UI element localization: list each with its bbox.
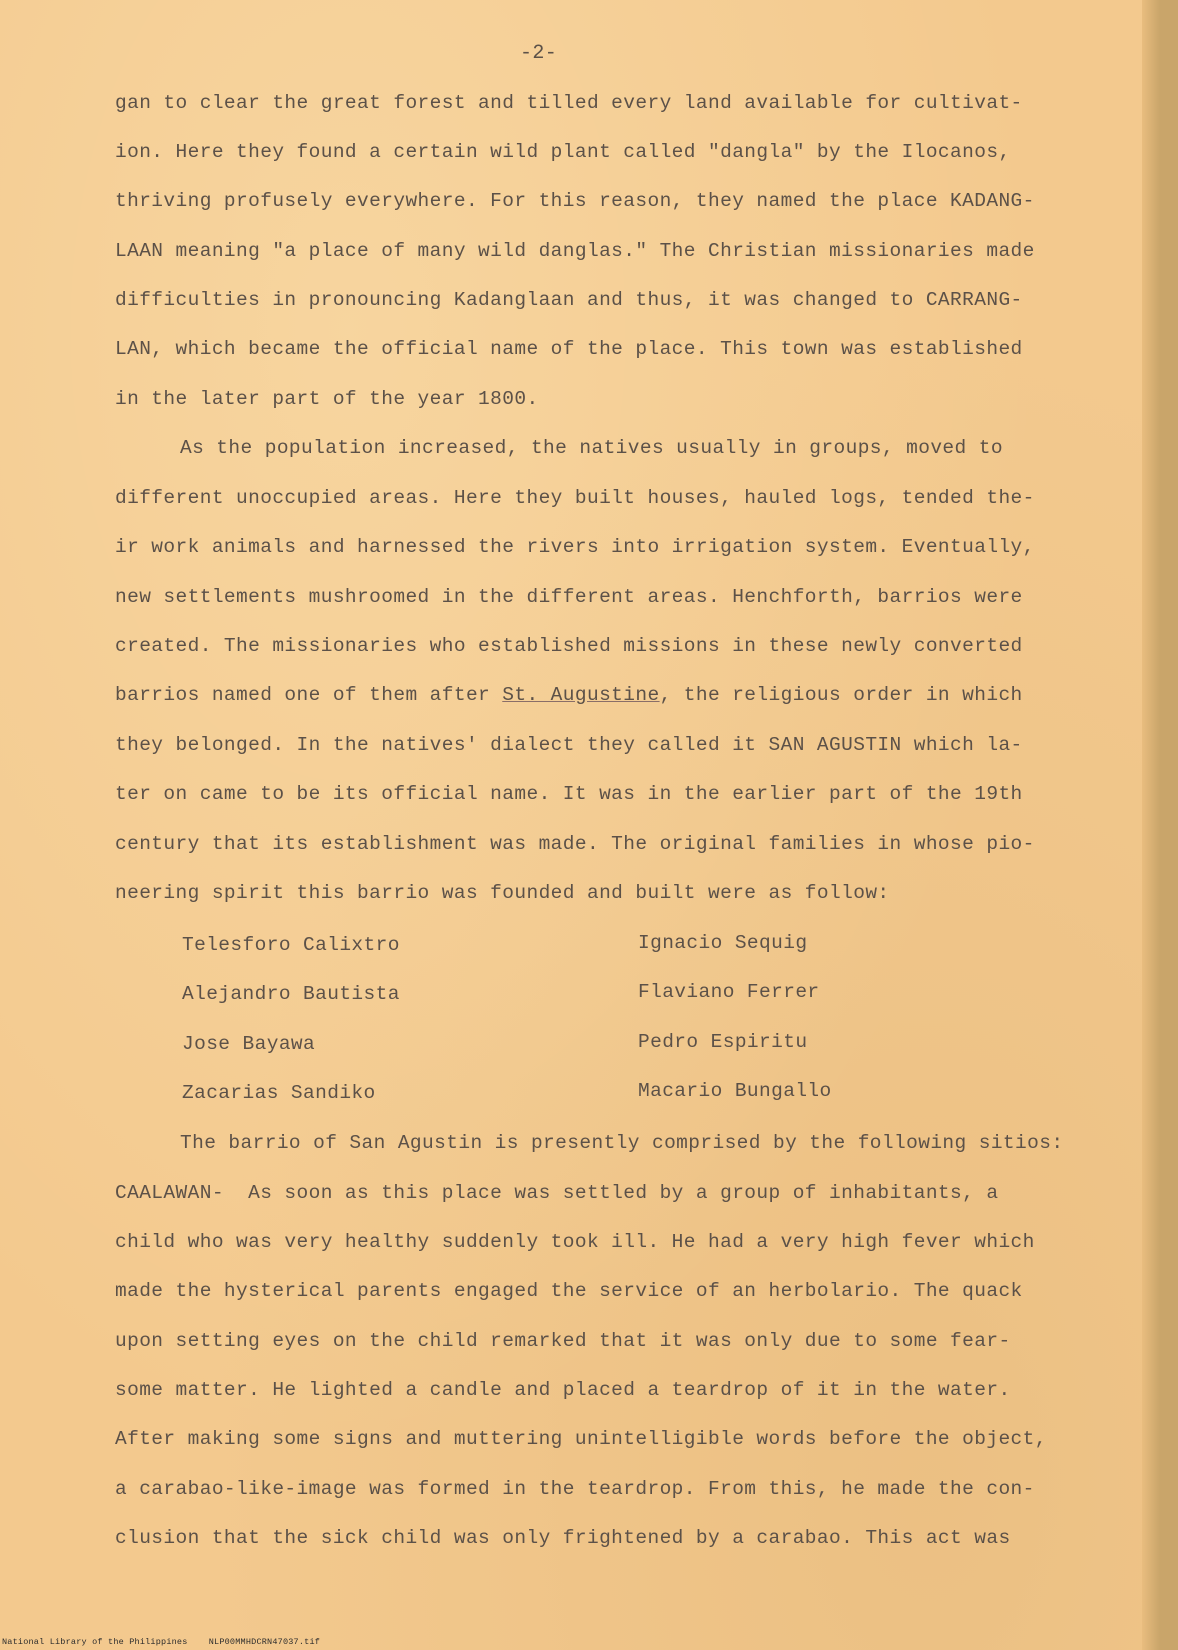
paragraph-line: ter on came to be its official name. It was in the earlier part of the 19th: [115, 783, 1023, 805]
paragraph-line: ion. Here they found a certain wild plant called "dangla" by the Ilocanos,: [115, 141, 1011, 163]
paragraph-line: ir work animals and harnessed the rivers into irrigation system. Eventually,: [115, 536, 1035, 558]
paragraph-line: in the later part of the year 1800.: [115, 388, 539, 410]
paragraph-line: different unoccupied areas. Here they built houses, hauled logs, tended the-: [115, 487, 1035, 509]
family-name: Macario Bungallo: [638, 1080, 832, 1102]
family-name: Telesforo Calixtro: [182, 934, 400, 956]
paragraph-line: new settlements mushroomed in the different areas. Henchforth, barrios were: [115, 586, 1023, 608]
paragraph-line: difficulties in pronouncing Kadanglaan and thus, it was changed to CARRANG-: [115, 289, 1023, 311]
paragraph-line: clusion that the sick child was only frightened by a carabao. This act was: [115, 1527, 1011, 1549]
paragraph-line: CAALAWAN- As soon as this place was settled by a group of inhabitants, a: [115, 1182, 999, 1204]
paragraph-line: neering spirit this barrio was founded and built were as follow:: [115, 882, 890, 904]
paragraph-line: child who was very healthy suddenly took ill. He had a very high fever which: [115, 1231, 1035, 1253]
paragraph-line: LAN, which became the official name of the place. This town was established: [115, 338, 1023, 360]
archive-footer: National Library of the Philippines NLP00MMHDCRN47037.tif: [2, 1637, 321, 1647]
paragraph-line: thriving profusely everywhere. For this reason, they named the place KADANG-: [115, 190, 1035, 212]
paragraph-line: LAAN meaning "a place of many wild danglas." The Christian missionaries made: [115, 240, 1035, 262]
paragraph-line: made the hysterical parents engaged the service of an herbolario. The quack: [115, 1280, 1023, 1302]
family-name: Flaviano Ferrer: [638, 981, 820, 1003]
paragraph-line: As the population increased, the natives usually in groups, moved to: [180, 437, 1003, 459]
family-name: Alejandro Bautista: [182, 983, 400, 1005]
paragraph-line: some matter. He lighted a candle and placed a teardrop of it in the water.: [115, 1379, 1011, 1401]
paragraph-line: After making some signs and muttering unintelligible words before the object,: [115, 1428, 1047, 1450]
text-span: , the religious order in which: [659, 684, 1023, 706]
paragraph-line: they belonged. In the natives' dialect they called it SAN AGUSTIN which la-: [115, 734, 1023, 756]
text-span: barrios named one of them after: [115, 684, 503, 706]
paragraph-line: [115, 684, 1023, 706]
family-name: Zacarias Sandiko: [182, 1082, 376, 1104]
page-number: -2-: [520, 42, 558, 65]
paragraph-line: gan to clear the great forest and tilled every land available for cultivat-: [115, 92, 1023, 114]
family-name: Pedro Espiritu: [638, 1031, 808, 1053]
paragraph-line: upon setting eyes on the child remarked that it was only due to some fear-: [115, 1330, 1011, 1352]
family-name: Ignacio Sequig: [638, 932, 808, 954]
paragraph-line: century that its establishment was made. The original families in whose pio-: [115, 833, 1035, 855]
paragraph-line: a carabao-like-image was formed in the teardrop. From this, he made the con-: [115, 1478, 1035, 1500]
underlined-term: St. Augustine: [502, 684, 660, 706]
paragraph-line: created. The missionaries who established missions in these newly converted: [115, 635, 1023, 657]
paper-edge: [1142, 0, 1160, 1650]
family-name: Jose Bayawa: [182, 1033, 316, 1055]
paragraph-line: The barrio of San Agustin is presently comprised by the following sitios:: [180, 1132, 1064, 1154]
